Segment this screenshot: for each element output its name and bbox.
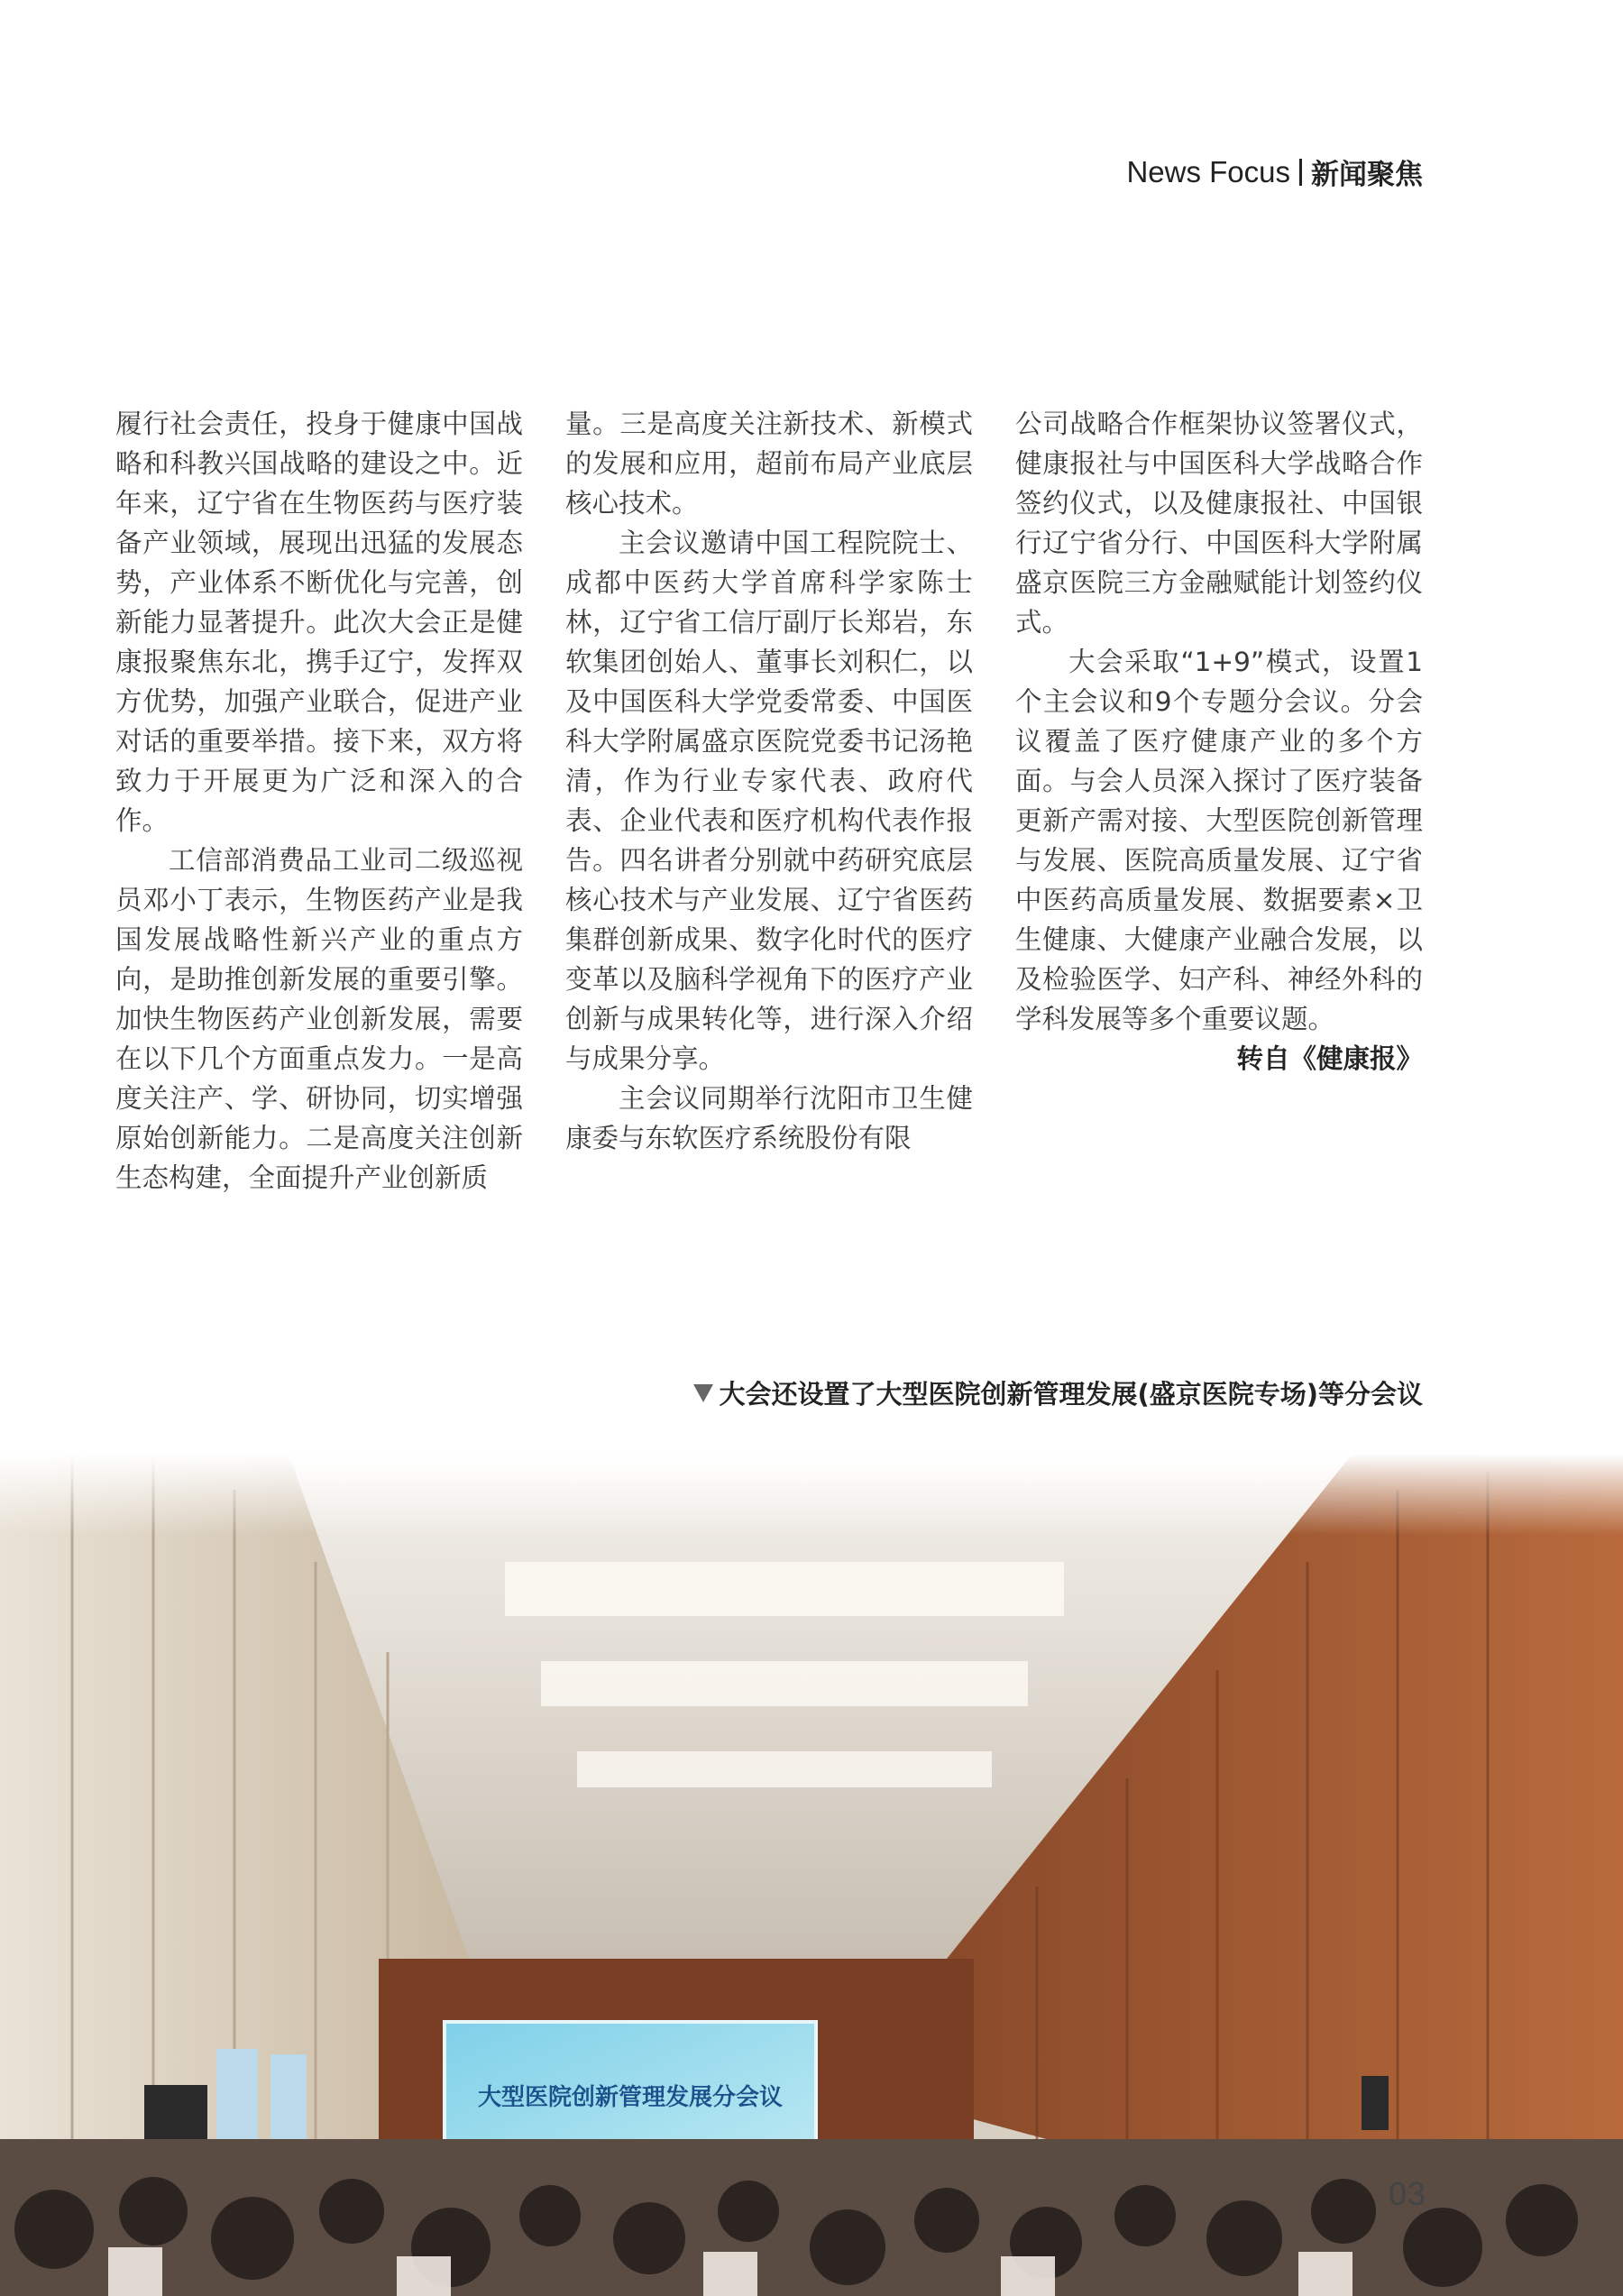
photo-caption bbox=[693, 1374, 1423, 1411]
caption-text: 大会还设置了大型医院创新管理发展(盛京医院专场)等分会议 bbox=[719, 1379, 1423, 1410]
screen-title: 大型医院创新管理发展分会议 bbox=[477, 2084, 784, 2111]
paragraph: 主会议同期举行沈阳市卫生健康委与东软医疗系统股份有限 bbox=[565, 1083, 973, 1153]
text-column-1 bbox=[115, 404, 523, 1198]
section-name-en: News Focus bbox=[1126, 154, 1290, 188]
conference-hall-illustration bbox=[0, 1454, 1623, 2296]
article-source: 转自《健康报》 bbox=[1236, 1043, 1423, 1074]
paragraph: 大会采取“1+9”模式，设置1个主会议和9个专题分会议。分会议覆盖了医疗健康产业的多个方面。与会人员深入探讨了医疗装备更新产需对接、大型医院创新管理与发展、医院高质量发展、辽宁省中医药高质量发展、数据要素×卫生健康、大健康产业融合发展，以及检验医学、妇产科、神经外科的学科发展等多个重要议题。 bbox=[1015, 647, 1423, 1034]
paragraph: 履行社会责任，投身于健康中国战略和科教兴国战略的建设之中。近年来，辽宁省在生物医药与医疗装备产业领域，展现出迅猛的发展态势，产业体系不断优化与完善，创新能力显著提升。此次大会正是健康报聚焦东北，携手辽宁，发挥双方优势，加强产业联合，促进产业对话的重要举措。接下来，双方将致力于开展更为广泛和深入的合作。 bbox=[115, 409, 523, 836]
paragraph: 工信部消费品工业司二级巡视员邓小丁表示，生物医药产业是我国发展战略性新兴产业的重点方向，是助推创新发展的重要引擎。加快生物医药产业创新发展，需要在以下几个方面重点发力。一是高度关注产、学、研协同，切实增强原始创新能力。二是高度关注创新生态构建，全面提升产业创新质 bbox=[115, 845, 523, 1193]
text-column-2 bbox=[565, 404, 973, 1158]
header-divider bbox=[1299, 159, 1302, 186]
paragraph: 主会议邀请中国工程院院士、成都中医药大学首席科学家陈士林，辽宁省工信厅副厅长郑岩，东软集团创始人、董事长刘积仁，以及中国医科大学党委常委、中国医科大学附属盛京医院党委书记汤艳清，作为行业专家代表、政府代表、企业代表和医疗机构代表作报告。四名讲者分别就中药研究底层核心技术与产业发展、辽宁省医药集群创新成果、数字化时代的医疗变革以及脑科学视角下的医疗产业创新与成果转化等，进行深入介绍与成果分享。 bbox=[565, 528, 973, 1074]
paragraph: 量。三是高度关注新技术、新模式的发展和应用，超前布局产业底层核心技术。 bbox=[565, 409, 973, 519]
section-name-cn: 新闻聚焦 bbox=[1311, 159, 1423, 191]
paragraph: 公司战略合作框架协议签署仪式，健康报社与中国医科大学战略合作签约仪式，以及健康报社、中国银行辽宁省分行、中国医科大学附属盛京医院三方金融赋能计划签约仪式。 bbox=[1015, 409, 1423, 638]
text-column-3 bbox=[1015, 404, 1423, 1079]
section-header bbox=[1126, 152, 1423, 192]
page-number: 03 bbox=[1388, 2175, 1426, 2212]
triangle-down-icon bbox=[693, 1384, 713, 1402]
conference-photo bbox=[0, 1454, 1623, 2296]
